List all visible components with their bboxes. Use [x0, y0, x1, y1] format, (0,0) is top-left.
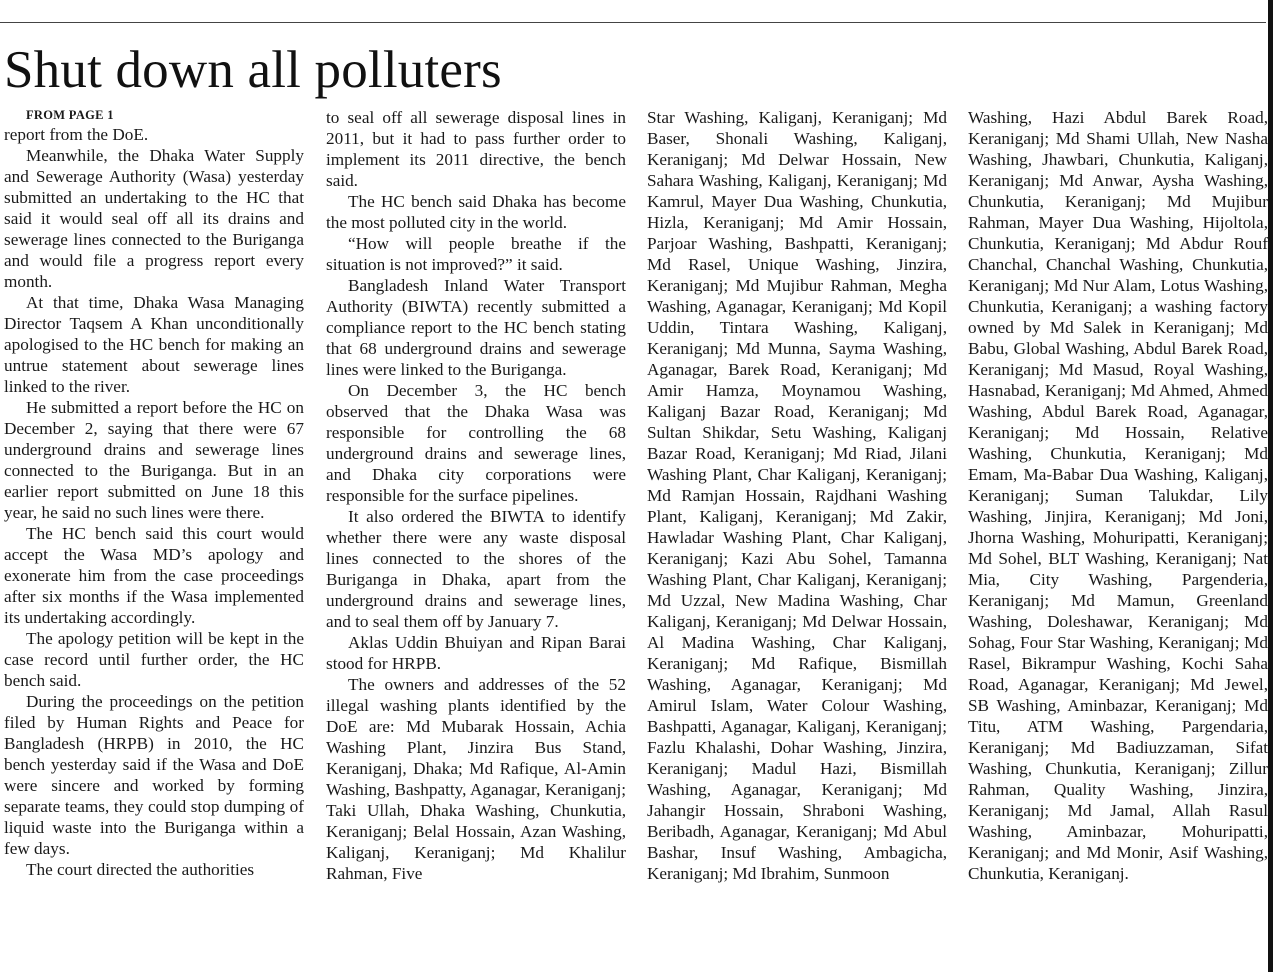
article-column-1 [4, 107, 304, 969]
paragraph: Meanwhile, the Dhaka Water Supply and Sewerage Authority (Wasa) yesterday submitted an undertaking to the HC that said it would seal off all its drains and sewerage lines connected to the Buriganga and would file a progress report every month. [4, 146, 304, 291]
top-divider-rule [0, 22, 1266, 23]
paragraph: The HC bench said this court would accept the Wasa MD’s apology and exonerate him from the case proceedings after six months if the Wasa implemented its undertaking accordingly. [4, 524, 304, 627]
paragraph: During the proceedings on the petition filed by Human Rights and Peace for Bangladesh (HRPB) in 2010, the HC bench yesterday said if the Wasa and DoE were sincere and worked by forming separate teams, they could stop dumping of liquid waste into the Buriganga within a few days. [4, 692, 304, 858]
article-column-4 [968, 107, 1268, 969]
paragraph: Washing, Hazi Abdul Barek Road, Keraniganj; Md Shami Ullah, New Nasha Washing, Jhawbari, Chunkutia, Kaliganj, Keraniganj; Md Anwar, Aysha Washing, Chunkutia, Keraniganj; Md Mujibur Rahman, Mayer Dua Washing, Hijoltola, Chunkutia, Keraniganj; Md Abdur Rouf Chanchal, Chanchal Washing, Chunkutia, Keraniganj; Md Nur Alam, Lotus Washing, Chunkutia, Keraniganj; a washing factory owned by Md Salek in Keraniganj; Md Babu, Global Washing, Abdul Barek Road, Keraniganj; Md Masud, Royal Washing, Hasnabad, Keraniganj; Md Ahmed, Ahmed Washing, Abdul Barek Road, Aganagar, Keraniganj; Md Hossain, Relative Washing, Chunkutia, Keraniganj; Md Emam, Ma-Babar Dua Washing, Kaliganj, Keraniganj; Suman Talukdar, Lily Washing, Jinjira, Keraniganj; Md Joni, Jhorna Washing, Mohuripatti, Keraniganj; Md Sohel, BLT Washing, Keraniganj; Nat Mia, City Washing, Pargenderia, Keraniganj; Md Mamun, Greenland Washing, Doleshawar, Keraniganj; Md Sohag, Four Star Washing, Keraniganj; Md Rasel, Bikrampur Washing, Kochi Saha Road, Aganagar, Keraniganj; Md Jewel, SB Washing, Aminbazar, Keraniganj; Md Titu, ATM Washing, Pargendaria, Keraniganj; Md Badiuzzaman, Sifat Washing, Chunkutia, Keraniganj; Zillur Rahman, Quality Washing, Jinzira, Keraniganj; Md Jamal, Allah Rasul Washing, Aminbazar, Mohuripatti, Keraniganj; and Md Monir, Asif Washing, Chunkutia, Keraniganj. [968, 108, 1268, 883]
paragraph: The apology petition will be kept in the case record until further order, the HC bench said. [4, 629, 304, 690]
paragraph: On December 3, the HC bench observed that the Dhaka Wasa was responsible for controlling the 68 underground drains and sewerage lines, and Dhaka city corporations were responsible for the surface pipelines. [326, 381, 626, 505]
paragraph: The HC bench said Dhaka has become the most polluted city in the world. [326, 192, 626, 232]
article-column-3 [647, 107, 947, 969]
paragraph: report from the DoE. [4, 125, 149, 144]
paragraph: Aklas Uddin Bhuiyan and Ripan Barai stood for HRPB. [326, 633, 626, 673]
paragraph: Star Washing, Kaliganj, Keraniganj; Md Baser, Shonali Washing, Kaliganj, Keraniganj; Md Delwar Hossain, New Sahara Washing, Kaliganj, Keraniganj; Md Kamrul, Mayer Dua Washing, Chunkutia, Hizla, Keraniganj; Md Amir Hossain, Parjoar Washing, Bashpatti, Keraniganj; Md Rasel, Unique Washing, Jinzira, Keraniganj; Md Mujibur Rahman, Megha Washing, Aganagar, Keraniganj; Md Kopil Uddin, Tintara Washing, Kaliganj, Keraniganj; Md Munna, Sayma Washing, Aganagar, Barek Road, Keraniganj; Md Amir Hamza, Moynamou Washing, Kaliganj Bazar Road, Keraniganj; Md Sultan Shikdar, Setu Washing, Kaliganj Bazar Road, Keraniganj; Md Riad, Jilani Washing Plant, Char Kaliganj, Keraniganj; Md Ramjan Hossain, Rajdhani Washing Plant, Kaliganj, Keraniganj; Md Zakir, Hawladar Washing Plant, Char Kaliganj, Keraniganj; Kazi Abu Sohel, Tamanna Washing Plant, Char Kaliganj, Keraniganj; Md Uzzal, New Madina Washing, Char Kaliganj, Keraniganj; Md Delwar Hossain, Al Madina Washing, Char Kaliganj, Keraniganj; Md Rafique, Bismillah Washing, Aganagar, Keraniganj; Md Amirul Islam, Water Colour Washing, Bashpatti, Aganagar, Kaliganj, Keraniganj; Fazlu Khalashi, Dohar Washing, Jinzira, Keraniganj; Madul Hazi, Bismillah Washing, Aganagar, Keraniganj; Md Jahangir Hossain, Shraboni Washing, Beribadh, Aganagar, Keraniganj; Md Abul Bashar, Insuf Washing, Ambagicha, Keraniganj; Md Ibrahim, Sunmoon [647, 108, 947, 883]
page-edge-rule [1268, 0, 1273, 972]
article-column-2 [326, 107, 626, 969]
paragraph: Bangladesh Inland Water Transport Authority (BIWTA) recently submitted a compliance report to the HC bench stating that 68 underground drains and sewerage lines were linked to the Buriganga. [326, 276, 626, 379]
paragraph: He submitted a report before the HC on December 2, saying that there were 67 underground drains and sewerage lines connected to the Buriganga. But in an earlier report submitted on June 18 this year, he said no such lines were there. [4, 398, 304, 522]
paragraph: The court directed the authorities [26, 860, 255, 879]
paragraph: “How will people breathe if the situation is not improved?” it said. [326, 234, 626, 274]
paragraph: At that time, Dhaka Wasa Managing Director Taqsem A Khan unconditionally apologised to the HC bench for making an untrue statement about sewerage lines linked to the river. [4, 293, 304, 396]
paragraph: The owners and addresses of the 52 illegal washing plants identified by the DoE are: Md Mubarak Hossain, Achia Washing Plant, Jinzira Bus Stand, Keraniganj, Dhaka; Md Rafique, Al-Amin Washing, Bashpatty, Aganagar, Keraniganj; Taki Ullah, Dhaka Washing, Chunkutia, Keraniganj; Belal Hossain, Azan Washing, Kaliganj, Keraniganj; Md Khalilur Rahman, Five [326, 675, 626, 883]
paragraph: to seal off all sewerage disposal lines in 2011, but it had to pass further order to implement its 2011 directive, the bench said. [326, 108, 626, 190]
paragraph: It also ordered the BIWTA to identify whether there were any waste disposal lines connected to the shores of the Buriganga in Dhaka, apart from the underground drains and sewerage lines, and to seal them off by January 7. [326, 507, 626, 631]
from-page-kicker: FROM PAGE 1 [26, 108, 114, 122]
headline: Shut down all polluters [4, 41, 502, 99]
